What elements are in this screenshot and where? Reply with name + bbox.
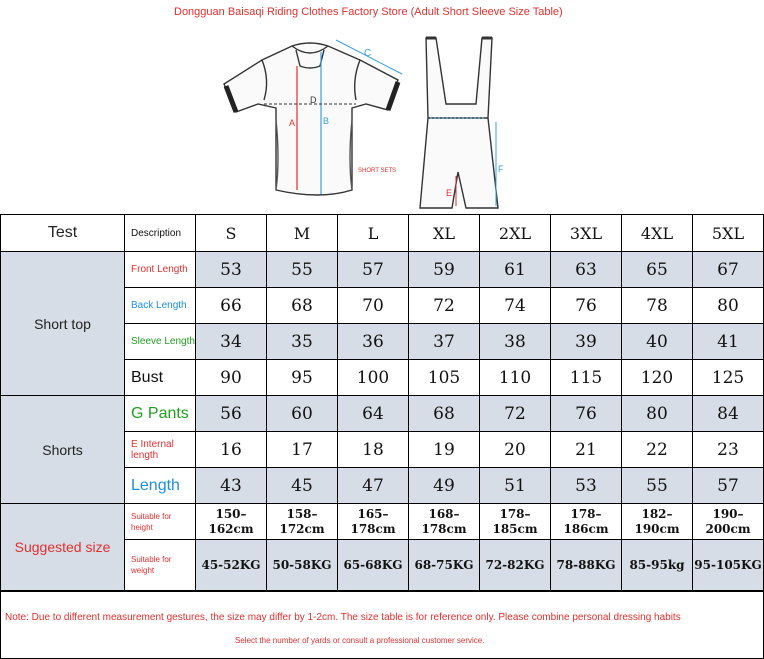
table-cell: 125 bbox=[693, 360, 764, 396]
table-cell: 43 bbox=[196, 468, 267, 504]
table-cell: 47 bbox=[338, 468, 409, 504]
row-desc-sleeve-length: Sleeve Length bbox=[125, 324, 196, 360]
label-short-sets: SHORT SETS bbox=[358, 168, 397, 174]
size-header-row bbox=[1, 215, 764, 252]
size-header: 5XL bbox=[693, 215, 764, 252]
table-cell: 67 bbox=[693, 252, 764, 288]
table-cell: 57 bbox=[693, 468, 764, 504]
table-cell: 45-52KG bbox=[196, 540, 267, 591]
bib-shorts-illustration bbox=[420, 38, 498, 208]
table-cell: 78-88KG bbox=[551, 540, 622, 591]
table-cell: 165–178cm bbox=[338, 504, 409, 540]
note-box bbox=[0, 591, 764, 659]
table-cell: 22 bbox=[622, 432, 693, 468]
table-cell: 72 bbox=[480, 396, 551, 432]
note-subtext: Select the number of yards or consult a professional customer service. bbox=[235, 636, 485, 645]
table-cell: 178–185cm bbox=[480, 504, 551, 540]
table-cell: 182–190cm bbox=[622, 504, 693, 540]
table-cell: 16 bbox=[196, 432, 267, 468]
table-cell: 84 bbox=[693, 396, 764, 432]
table-cell: 53 bbox=[551, 468, 622, 504]
row-desc-front-length: Front Length bbox=[125, 252, 196, 288]
table-cell: 59 bbox=[409, 252, 480, 288]
table-cell: 63 bbox=[551, 252, 622, 288]
table-cell: 110 bbox=[480, 360, 551, 396]
table-cell: 68 bbox=[267, 288, 338, 324]
table-cell: 55 bbox=[267, 252, 338, 288]
table-cell: 72-82KG bbox=[480, 540, 551, 591]
table-cell: 51 bbox=[480, 468, 551, 504]
table-cell: 100 bbox=[338, 360, 409, 396]
table-cell: 158–172cm bbox=[267, 504, 338, 540]
table-cell: 80 bbox=[622, 396, 693, 432]
header-area bbox=[0, 0, 764, 214]
table-cell: 95 bbox=[267, 360, 338, 396]
table-cell: 76 bbox=[551, 288, 622, 324]
table-cell: 18 bbox=[338, 432, 409, 468]
table-cell: 49 bbox=[409, 468, 480, 504]
table-cell: 45 bbox=[267, 468, 338, 504]
group-short-top: Short top bbox=[1, 252, 125, 396]
table-cell: 168–178cm bbox=[409, 504, 480, 540]
table-cell: 72 bbox=[409, 288, 480, 324]
table-cell: 53 bbox=[196, 252, 267, 288]
store-title: Dongguan Baisaqi Riding Clothes Factory Store (Adult Short Sleeve Size Table) bbox=[174, 6, 563, 18]
row-desc-bust: Bust bbox=[125, 360, 196, 396]
table-cell: 19 bbox=[409, 432, 480, 468]
size-header: S bbox=[196, 215, 267, 252]
description-header: Description bbox=[125, 215, 196, 252]
table-cell: 39 bbox=[551, 324, 622, 360]
corner-label: Test bbox=[1, 215, 125, 252]
size-header: 3XL bbox=[551, 215, 622, 252]
table-cell: 80 bbox=[693, 288, 764, 324]
table-cell: 41 bbox=[693, 324, 764, 360]
table-cell: 38 bbox=[480, 324, 551, 360]
size-header: 4XL bbox=[622, 215, 693, 252]
garment-diagram bbox=[0, 0, 764, 214]
table-cell: 60 bbox=[267, 396, 338, 432]
table-cell: 61 bbox=[480, 252, 551, 288]
table-cell: 66 bbox=[196, 288, 267, 324]
row-desc-internal-length: E Internal length bbox=[125, 432, 196, 468]
table-cell: 74 bbox=[480, 288, 551, 324]
label-b: B bbox=[323, 116, 330, 126]
label-f: F bbox=[498, 164, 504, 174]
row-desc-height: Suitable for height bbox=[125, 504, 196, 540]
group-suggested-size: Suggested size bbox=[1, 504, 125, 591]
table-cell: 95-105KG bbox=[693, 540, 764, 591]
table-row bbox=[1, 504, 764, 540]
table-cell: 70 bbox=[338, 288, 409, 324]
table-cell: 76 bbox=[551, 396, 622, 432]
table-cell: 78 bbox=[622, 288, 693, 324]
table-cell: 68-75KG bbox=[409, 540, 480, 591]
row-desc-length: Length bbox=[125, 468, 196, 504]
table-cell: 50-58KG bbox=[267, 540, 338, 591]
table-cell: 105 bbox=[409, 360, 480, 396]
note-text: Note: Due to different measurement gestures, the size may differ by 1-2cm. The size table is for reference only. Please combine personal dressing habits bbox=[5, 612, 681, 623]
table-cell: 65 bbox=[622, 252, 693, 288]
label-a: A bbox=[289, 118, 296, 128]
label-c: C bbox=[364, 48, 372, 59]
row-desc-g-pants: G Pants bbox=[125, 396, 196, 432]
table-cell: 36 bbox=[338, 324, 409, 360]
table-cell: 55 bbox=[622, 468, 693, 504]
table-cell: 34 bbox=[196, 324, 267, 360]
table-cell: 35 bbox=[267, 324, 338, 360]
size-header: XL bbox=[409, 215, 480, 252]
label-d: D bbox=[310, 95, 317, 105]
table-cell: 150–162cm bbox=[196, 504, 267, 540]
table-cell: 68 bbox=[409, 396, 480, 432]
table-cell: 37 bbox=[409, 324, 480, 360]
row-desc-weight: Suitable for weight bbox=[125, 540, 196, 591]
table-cell: 17 bbox=[267, 432, 338, 468]
size-table bbox=[0, 214, 764, 591]
row-desc-back-length: Back Length bbox=[125, 288, 196, 324]
size-header: M bbox=[267, 215, 338, 252]
table-cell: 65-68KG bbox=[338, 540, 409, 591]
table-cell: 85-95kg bbox=[622, 540, 693, 591]
table-cell: 23 bbox=[693, 432, 764, 468]
label-e: E bbox=[446, 188, 453, 198]
table-cell: 21 bbox=[551, 432, 622, 468]
table-cell: 56 bbox=[196, 396, 267, 432]
table-row bbox=[1, 252, 764, 288]
size-header: 2XL bbox=[480, 215, 551, 252]
table-cell: 120 bbox=[622, 360, 693, 396]
table-cell: 178–186cm bbox=[551, 504, 622, 540]
table-row bbox=[1, 396, 764, 432]
table-cell: 20 bbox=[480, 432, 551, 468]
table-cell: 64 bbox=[338, 396, 409, 432]
size-header: L bbox=[338, 215, 409, 252]
table-cell: 190–200cm bbox=[693, 504, 764, 540]
table-cell: 90 bbox=[196, 360, 267, 396]
table-cell: 40 bbox=[622, 324, 693, 360]
table-cell: 57 bbox=[338, 252, 409, 288]
table-cell: 115 bbox=[551, 360, 622, 396]
group-shorts: Shorts bbox=[1, 396, 125, 504]
